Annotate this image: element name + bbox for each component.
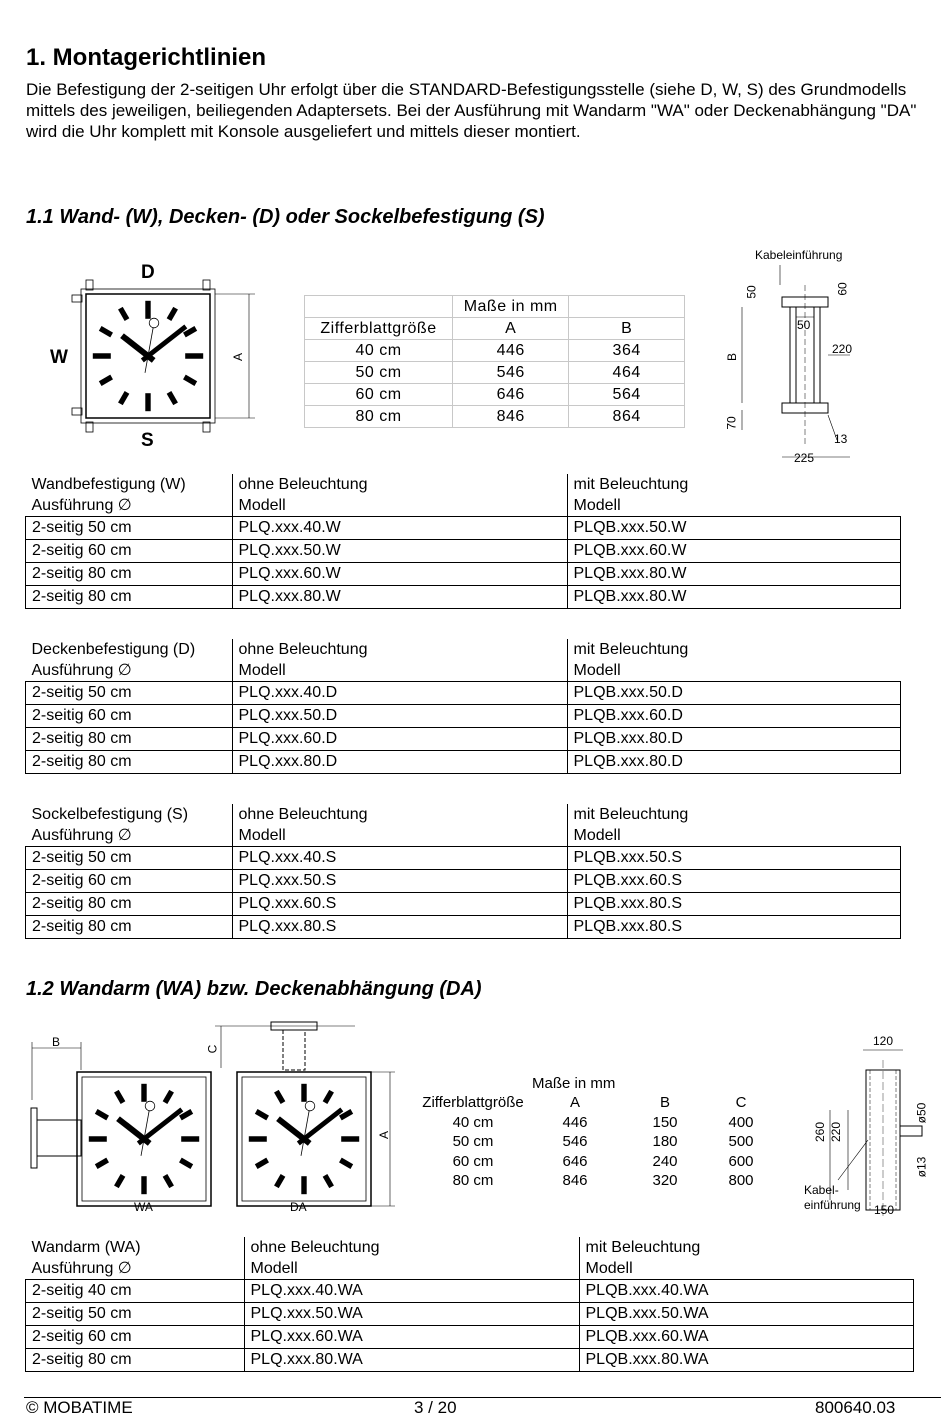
table-header: Ausführung ∅: [26, 825, 233, 847]
table-header: Deckenbefestigung (D): [26, 639, 233, 660]
dim-260: 260: [813, 1121, 828, 1143]
table-header: mit Beleuchtung: [585, 1239, 701, 1256]
dims-cell: 546: [562, 1133, 588, 1151]
dims-cell: 646: [453, 384, 569, 406]
table-header: mit Beleuchtung: [573, 476, 689, 493]
dims-cell: 646: [562, 1152, 588, 1170]
clock-tick: [96, 1111, 107, 1118]
clock-second-disc: [305, 1101, 315, 1111]
dims-cell: 80 cm: [305, 406, 453, 428]
dims-cell: 80 cm: [452, 1172, 494, 1190]
clock-tick: [100, 328, 111, 335]
cable-entry-2: einführung: [804, 1198, 861, 1212]
clock-second-disc: [149, 318, 159, 328]
table-row: 2-seitig 60 cm PLQ.xxx.60.WA PLQB.xxx.60.WA: [26, 1326, 914, 1349]
clock-tick: [276, 1091, 283, 1102]
table-row: 2-seitig 60 cm PLQ.xxx.50.W PLQB.xxx.60.W: [26, 540, 901, 563]
table-header: Modell: [244, 1258, 579, 1280]
bracket-drawing-1: [722, 245, 872, 470]
dims-cell: 320: [652, 1172, 678, 1190]
label-c: C: [205, 1044, 220, 1054]
table-header: ohne Beleuchtung: [232, 474, 567, 495]
page-heading: 1. Montagerichtlinien: [26, 44, 267, 71]
clock-tick: [340, 1160, 351, 1167]
clock-tick: [180, 1160, 191, 1167]
clock-second-hand: [141, 1106, 150, 1156]
dim-70: 70: [724, 416, 739, 430]
table-header: Modell: [573, 497, 621, 514]
dims-cell: 500: [728, 1133, 754, 1151]
table-header: Sockelbefestigung (S): [26, 804, 233, 825]
dim-220b: 220: [829, 1121, 844, 1143]
clock-tick: [116, 1091, 123, 1102]
table-header: ohne Beleuchtung: [232, 639, 567, 660]
clock-hand: [142, 326, 185, 360]
dims-header: A: [453, 318, 569, 340]
dim-60: 60: [835, 282, 850, 296]
label-s: S: [141, 430, 154, 451]
dim-120: 120: [873, 1034, 894, 1048]
table-wandbefestigung: [25, 474, 901, 609]
dims-header: B: [569, 318, 685, 340]
dim-50b: 50: [797, 318, 811, 332]
table-row: 2-seitig 80 cm PLQ.xxx.80.S PLQB.xxx.80.S: [26, 916, 901, 939]
dims-cell: 464: [569, 362, 685, 384]
dim-b: B: [725, 352, 740, 362]
dim-13: 13: [834, 432, 848, 446]
dim-o13: ø13: [914, 1156, 929, 1178]
table-header: mit Beleuchtung: [573, 641, 689, 658]
table-header: Wandarm (WA): [26, 1237, 245, 1258]
label-da: DA: [290, 1200, 307, 1214]
label-a: A: [231, 352, 246, 362]
dims-cell: 150: [652, 1113, 678, 1131]
dims-cell: 564: [569, 384, 685, 406]
dims-cell: 60 cm: [305, 384, 453, 406]
table-row: 2-seitig 40 cm PLQ.xxx.40.WA PLQB.xxx.40.WA: [26, 1280, 914, 1303]
dims-header: A: [569, 1094, 580, 1112]
dims-cell: 364: [569, 340, 685, 362]
dims-cell: 846: [453, 406, 569, 428]
clock-tick: [169, 392, 176, 403]
clock-second-disc: [145, 1101, 155, 1111]
table-header: Modell: [573, 662, 621, 679]
table-header: mit Beleuchtung: [573, 806, 689, 823]
dims-cell: 600: [728, 1152, 754, 1170]
clock-tick: [184, 328, 195, 335]
clock-tick: [340, 1111, 351, 1118]
clock-hand: [298, 1109, 341, 1143]
dims-table-2: [416, 1093, 772, 1191]
table-deckenbefestigung: [25, 639, 901, 774]
dims-header: Zifferblattgröße: [305, 318, 453, 340]
table-row: 2-seitig 50 cm PLQ.xxx.50.WA PLQB.xxx.50.WA: [26, 1303, 914, 1326]
dims-header: B: [659, 1094, 670, 1112]
clock-tick: [325, 1175, 332, 1186]
dims-header: C: [735, 1094, 747, 1112]
intro-paragraph: Die Befestigung der 2-seitigen Uhr erfolgt über die STANDARD-Befestigungsstelle (siehe D, W, S) des Grundmodells mittels des jeweiligen, beiliegenden Adaptersets. Bei der Ausführung mit Wandarm "WA" oder Deckenabhängung "DA" wird die Uhr komplett mit Konsole ausgeliefert und mittels dieser montiert.: [26, 80, 917, 141]
footer-center: 3 / 20: [414, 1398, 457, 1417]
footer-left: © MOBATIME: [26, 1398, 133, 1417]
clock-tick: [180, 1111, 191, 1118]
dims-cell: 400: [728, 1113, 754, 1131]
dims-cell: 50 cm: [305, 362, 453, 384]
label-w: W: [50, 347, 68, 368]
clock-tick: [120, 308, 127, 319]
table-header: Ausführung ∅: [26, 495, 233, 517]
clock-tick: [120, 392, 127, 403]
clock-tick: [100, 377, 111, 384]
table-wandarm: [25, 1237, 914, 1372]
clock-face: [249, 1084, 359, 1194]
table-row: 2-seitig 60 cm PLQ.xxx.50.S PLQB.xxx.60.S: [26, 870, 901, 893]
clock-second-hand: [301, 1106, 310, 1156]
dim-o50: ø50: [914, 1102, 929, 1124]
clock-tick: [96, 1160, 107, 1167]
clock-second-hand: [145, 323, 154, 373]
table-header: ohne Beleuchtung: [232, 804, 567, 825]
clock-tick: [165, 1091, 172, 1102]
table-row: 2-seitig 80 cm PLQ.xxx.60.S PLQB.xxx.80.S: [26, 893, 901, 916]
label-wa: WA: [134, 1200, 153, 1214]
dims-cell: 60 cm: [452, 1152, 494, 1170]
dims-cell: 800: [728, 1172, 754, 1190]
clock-tick: [256, 1160, 267, 1167]
cable-entry-label: Kabeleinführung: [755, 248, 843, 262]
dims-cell: 864: [569, 406, 685, 428]
clock-tick: [256, 1111, 267, 1118]
cable-entry-1: Kabel-: [804, 1183, 839, 1197]
clock-tick: [276, 1175, 283, 1186]
dims-caption: Maße in mm: [453, 296, 569, 318]
table-sockelbefestigung: [25, 804, 901, 939]
table-row: 2-seitig 80 cm PLQ.xxx.80.D PLQB.xxx.80.D: [26, 751, 901, 774]
table-row: 2-seitig 80 cm PLQ.xxx.60.D PLQB.xxx.80.D: [26, 728, 901, 751]
dims-cell: 40 cm: [305, 340, 453, 362]
dim-220: 220: [832, 342, 853, 356]
clock-face: [93, 301, 203, 411]
dims-header: Zifferblattgröße: [422, 1094, 524, 1112]
table-row: 2-seitig 80 cm PLQ.xxx.80.WA PLQB.xxx.80.WA: [26, 1349, 914, 1372]
section2-title: 1.2 Wandarm (WA) bzw. Deckenabhängung (DA): [26, 978, 482, 1000]
table-header: Modell: [232, 660, 567, 682]
footer-rule: [24, 1397, 941, 1398]
clock-tick: [165, 1175, 172, 1186]
dims2-caption: Maße in mm: [532, 1075, 616, 1092]
table-row: 2-seitig 50 cm PLQ.xxx.40.S PLQB.xxx.50.S: [26, 847, 901, 870]
dim-225: 225: [794, 451, 815, 465]
table-row: 2-seitig 60 cm PLQ.xxx.50.D PLQB.xxx.60.D: [26, 705, 901, 728]
dims-cell: 240: [652, 1152, 678, 1170]
table-header: Modell: [232, 825, 567, 847]
footer-right: 800640.03: [815, 1398, 896, 1417]
table-row: 2-seitig 50 cm PLQ.xxx.40.D PLQB.xxx.50.D: [26, 682, 901, 705]
table-header: Ausführung ∅: [26, 1258, 245, 1280]
table-header: Modell: [232, 495, 567, 517]
section1-title: 1.1 Wand- (W), Decken- (D) oder Sockelbefestigung (S): [26, 206, 545, 228]
clock-tick: [184, 377, 195, 384]
clock-tick: [169, 308, 176, 319]
label-a2: A: [377, 1130, 392, 1140]
table-row: 2-seitig 80 cm PLQ.xxx.80.W PLQB.xxx.80.W: [26, 586, 901, 609]
dim-150: 150: [874, 1203, 895, 1217]
dim-50a: 50: [744, 285, 759, 299]
table-header: Modell: [573, 827, 621, 844]
table-header: Wandbefestigung (W): [26, 474, 233, 495]
table-header: Modell: [585, 1260, 633, 1277]
dims-cell: 40 cm: [452, 1113, 494, 1131]
dims-cell: 50 cm: [452, 1133, 494, 1151]
table-header: Ausführung ∅: [26, 660, 233, 682]
clock-tick: [116, 1175, 123, 1186]
dims-cell: 180: [652, 1133, 678, 1151]
label-d: D: [141, 262, 155, 283]
dims-cell: 446: [562, 1113, 588, 1131]
table-row: 2-seitig 80 cm PLQ.xxx.60.W PLQB.xxx.80.W: [26, 563, 901, 586]
clock-hand: [138, 1109, 181, 1143]
table-row: 2-seitig 50 cm PLQ.xxx.40.W PLQB.xxx.50.W: [26, 517, 901, 540]
dims-cell: 546: [453, 362, 569, 384]
table-header: ohne Beleuchtung: [244, 1237, 579, 1258]
label-b: B: [52, 1035, 61, 1049]
dims-cell: 846: [562, 1172, 588, 1190]
dims-cell: 446: [453, 340, 569, 362]
dims-table-1: [304, 295, 685, 428]
clock-tick: [325, 1091, 332, 1102]
clock-face: [89, 1084, 199, 1194]
